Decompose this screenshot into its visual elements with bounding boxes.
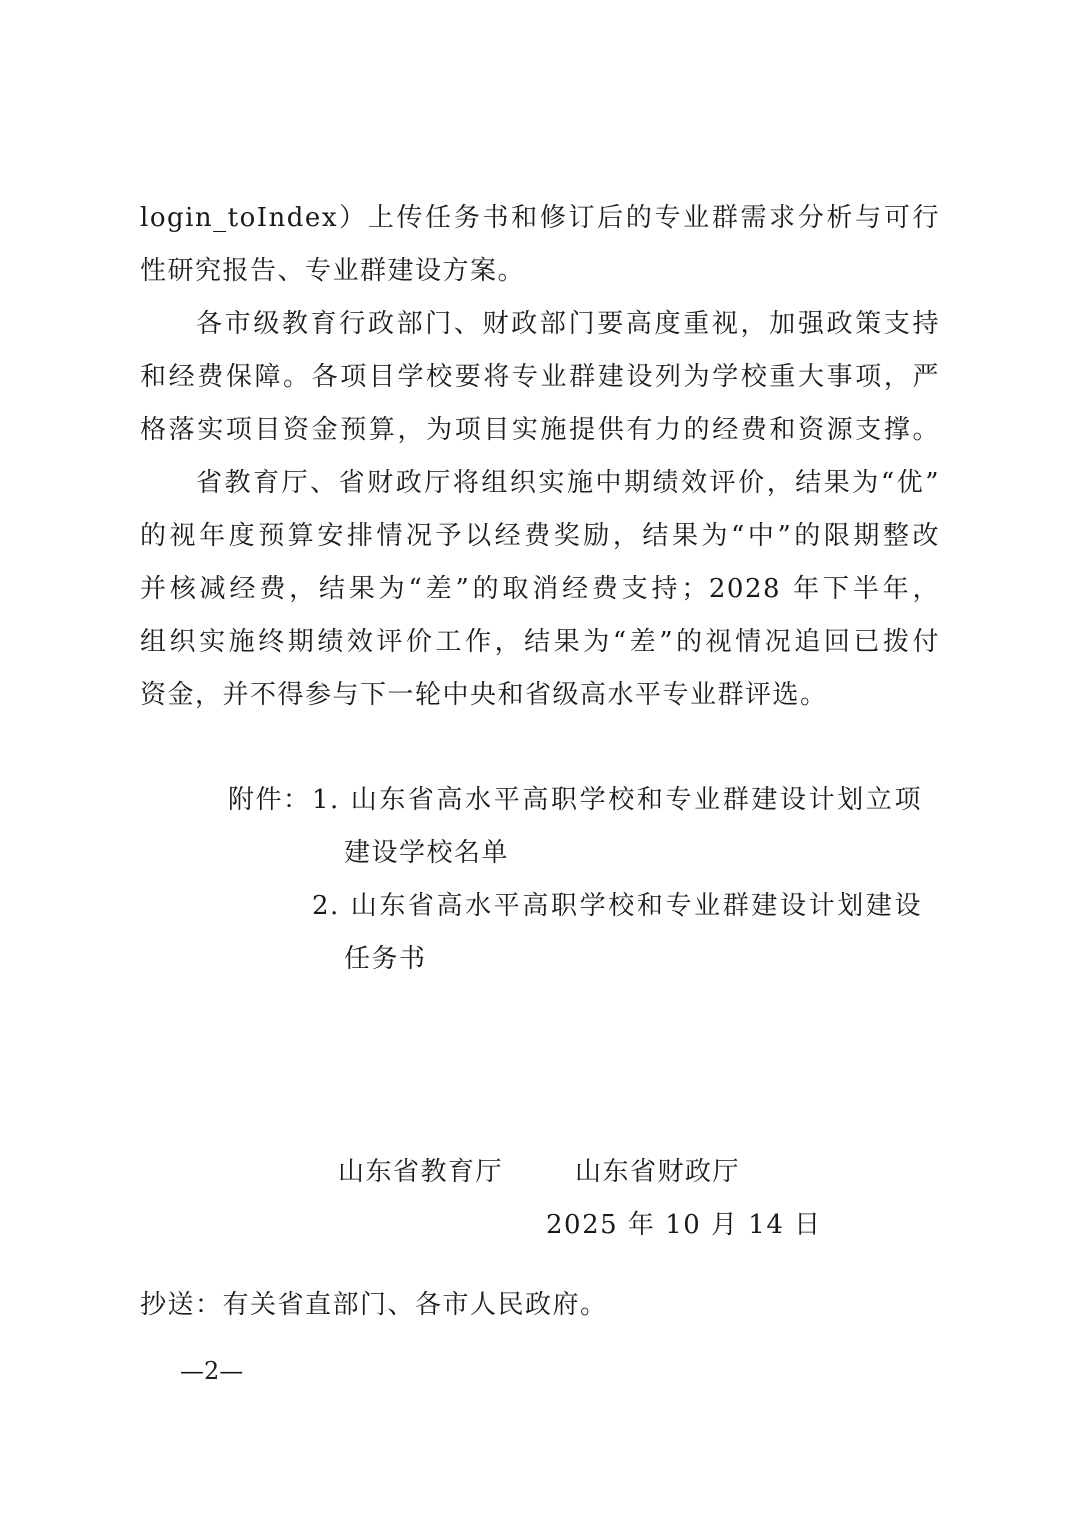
paragraph-1-line-2: 性研究报告、专业群建设方案。 <box>140 256 526 286</box>
paragraph-3-line-2: 的视年度预算安排情况予以经费奖励，结果为“中”的限期整改 <box>140 521 940 551</box>
attachments-label: 附件： <box>228 785 311 815</box>
paragraph-3-line-1: 省教育厅、省财政厅将组织实施中期绩效评价，结果为“优” <box>196 468 940 498</box>
attachment-1-line-2: 建设学校名单 <box>344 838 510 868</box>
cc-line: 抄送：有关省直部门、各市人民政府。 <box>140 1290 608 1320</box>
signature-date: 2025 年 10 月 14 日 <box>546 1210 822 1240</box>
attachment-1-line-1: 1. 山东省高水平高职学校和专业群建设计划立项 <box>312 785 922 815</box>
paragraph-3-line-3: 并核减经费，结果为“差”的取消经费支持；2028 年下半年， <box>140 574 940 604</box>
attachment-2-line-1: 2. 山东省高水平高职学校和专业群建设计划建设 <box>312 891 922 921</box>
paragraph-2-line-3: 格落实项目资金预算，为项目实施提供有力的经费和资源支撑。 <box>140 415 940 445</box>
paragraph-2-line-1: 各市级教育行政部门、财政部门要高度重视，加强政策支持 <box>196 309 940 339</box>
signature-org-finance: 山东省财政厅 <box>575 1157 741 1187</box>
page-number: —2— <box>180 1357 244 1385</box>
paragraph-3-line-4: 组织实施终期绩效评价工作，结果为“差”的视情况追回已拨付 <box>140 627 940 657</box>
signature-org-education: 山东省教育厅 <box>338 1157 504 1187</box>
paragraph-2-line-2: 和经费保障。各项目学校要将专业群建设列为学校重大事项，严 <box>140 362 940 392</box>
paragraph-3-line-5: 资金，并不得参与下一轮中央和省级高水平专业群评选。 <box>140 680 828 710</box>
paragraph-1-line-1: login_toIndex）上传任务书和修订后的专业群需求分析与可行 <box>140 203 940 233</box>
attachment-2-line-2: 任务书 <box>344 944 427 974</box>
